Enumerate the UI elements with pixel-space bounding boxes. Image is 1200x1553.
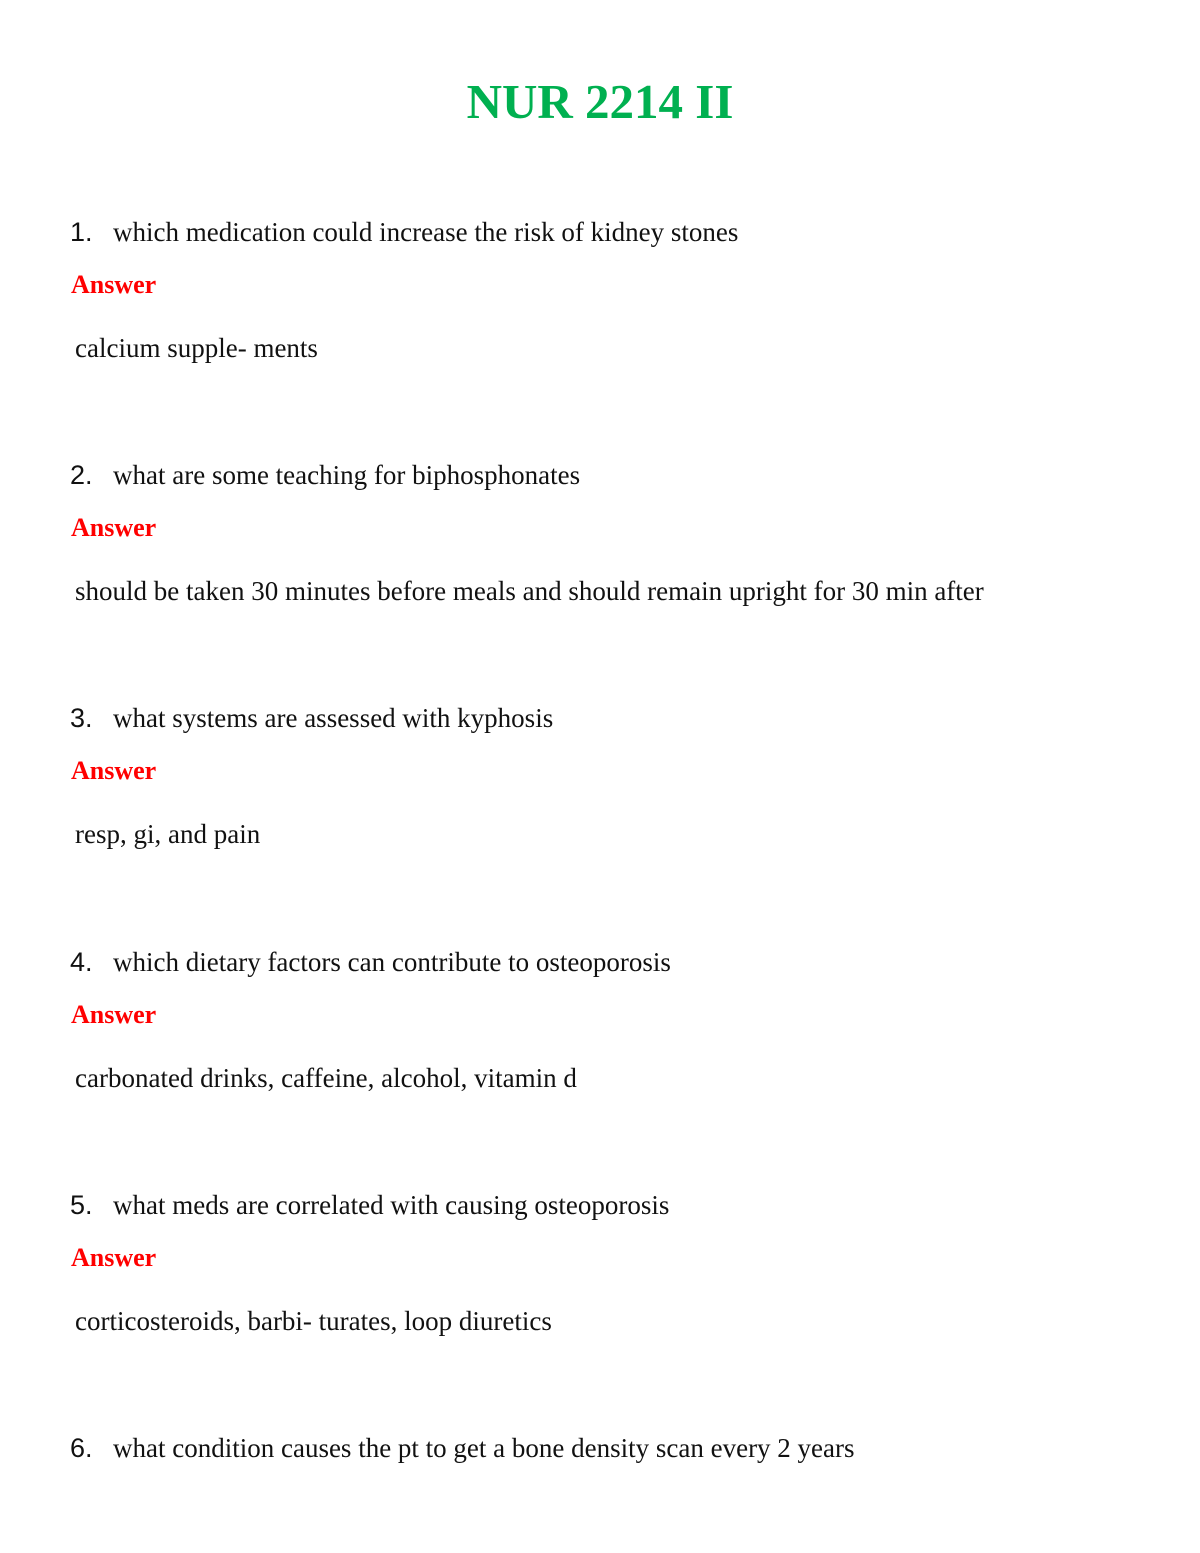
question-line (70, 455, 580, 495)
answer-text: corticosteroids, barbi- turates, loop diuretics (75, 1306, 552, 1336)
question-text: what systems are assessed with kyphosis (113, 703, 554, 733)
answer-label: Answer (71, 1243, 157, 1272)
answer-label: Answer (71, 1000, 157, 1029)
answer-text: should be taken 30 minutes before meals and should remain upright for 30 min after (75, 576, 984, 606)
question-number: 5. (70, 1190, 93, 1220)
question-number: 2. (70, 460, 93, 490)
question-line (70, 1428, 855, 1468)
answer-label: Answer (71, 270, 157, 299)
question-number: 6. (70, 1433, 93, 1463)
question-line (70, 212, 738, 252)
answer-label: Answer (71, 513, 157, 542)
question-text: what are some teaching for biphosphonates (113, 460, 581, 490)
question-number: 1. (70, 217, 93, 247)
question-text: what meds are correlated with causing osteoporosis (113, 1190, 670, 1220)
page-title: NUR 2214 II (466, 74, 734, 129)
question-line (70, 942, 671, 982)
answer-text: calcium supple- ments (75, 333, 318, 363)
question-number: 3. (70, 703, 93, 733)
answer-text: resp, gi, and pain (75, 819, 261, 849)
question-number: 4. (70, 947, 93, 977)
question-text: which dietary factors can contribute to osteoporosis (113, 947, 671, 977)
answer-label: Answer (71, 756, 157, 785)
question-line (70, 698, 553, 738)
answer-text: carbonated drinks, caffeine, alcohol, vitamin d (75, 1063, 577, 1093)
question-line (70, 1185, 669, 1225)
question-text: which medication could increase the risk of kidney stones (113, 217, 739, 247)
question-text: what condition causes the pt to get a bone density scan every 2 years (113, 1433, 855, 1463)
